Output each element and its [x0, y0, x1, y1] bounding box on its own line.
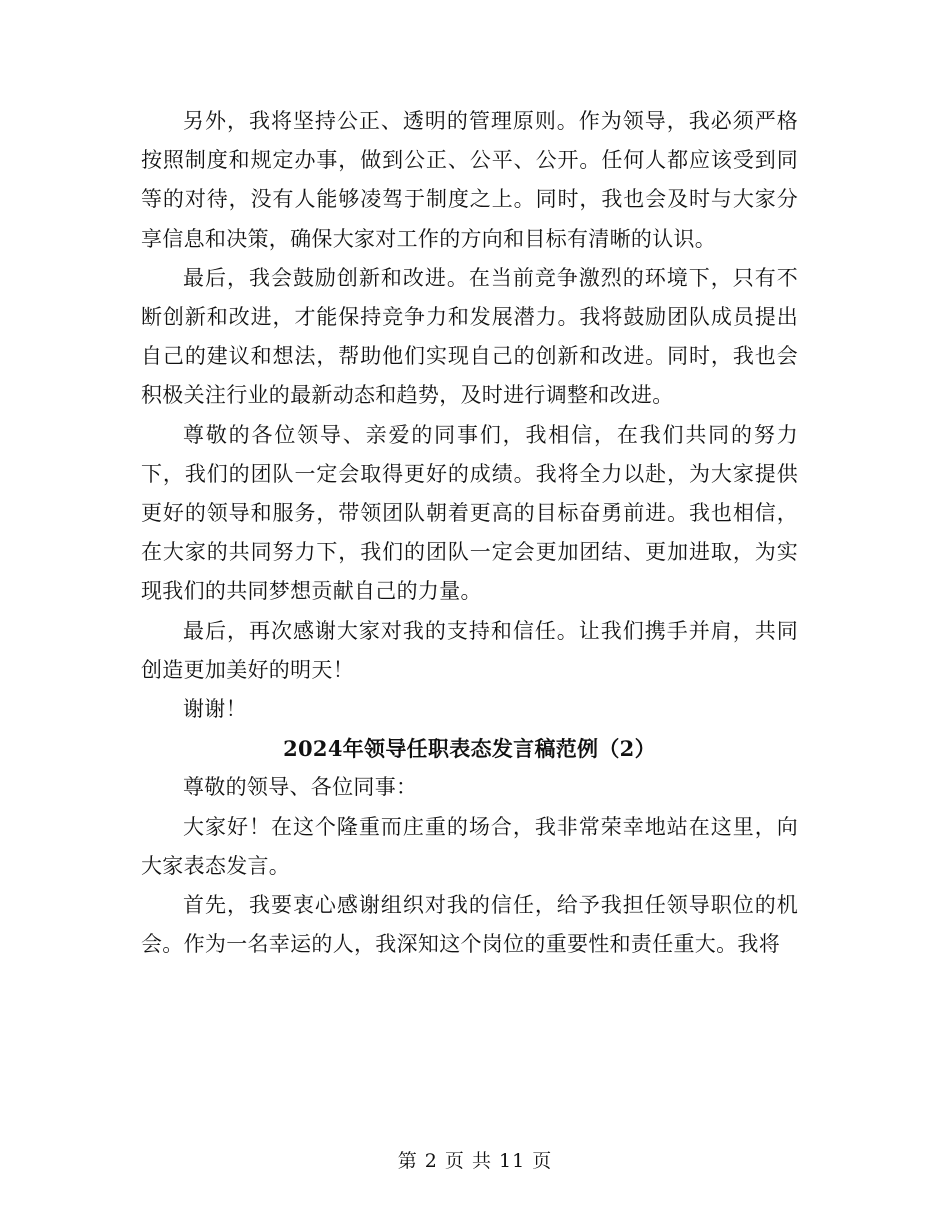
paragraph-fairness: 另外，我将坚持公正、透明的管理原则。作为领导，我必须严格按照制度和规定办事，做到公正、公平、公开。任何人都应该受到同等的对待，没有人能够凌驾于制度之上。同时，我也会及时与大家分享信息和决策，确保大家对工作的方向和目标有清晰的认识。: [141, 109, 798, 251]
paragraph-belief: 尊敬的各位领导、亲爱的同事们，我相信，在我们共同的努力下，我们的团队一定会取得更好的成绩。我将全力以赴，为大家提供更好的领导和服务，带领团队朝着更高的目标奋勇前进。我也相信，在大家的共同努力下，我们的团队一定会更加团结、更加进取，为实现我们的共同梦想贡献自己的力量。: [141, 422, 798, 604]
paragraph-closing: 谢谢！: [183, 697, 247, 722]
document-body: [141, 102, 798, 964]
paragraph-innovation: 最后，我会鼓励创新和改进。在当前竞争激烈的环境下，只有不断创新和改进，才能保持竞争力和发展潜力。我将鼓励团队成员提出自己的建议和想法，帮助他们实现自己的创新和改进。同时，我也会积极关注行业的最新动态和趋势，及时进行调整和改进。: [141, 265, 798, 408]
paragraph-salutation: 尊敬的领导、各位同事：: [183, 775, 418, 800]
paragraph-gratitude: 首先，我要衷心感谢组织对我的信任，给予我担任领导职位的机会。作为一名幸运的人，我深知这个岗位的重要性和责任重大。我将: [141, 893, 798, 957]
section-title: 2024年领导任职表态发言稿范例（2）: [283, 736, 656, 762]
paragraph-thanks: 最后，再次感谢大家对我的支持和信任。让我们携手并肩，共同创造更加美好的明天！: [141, 618, 798, 682]
paragraph-greeting: 大家好！在这个隆重而庄重的场合，我非常荣幸地站在这里，向大家表态发言。: [141, 814, 798, 878]
page-number-footer: 第 2 页 共 11 页: [397, 1150, 553, 1172]
